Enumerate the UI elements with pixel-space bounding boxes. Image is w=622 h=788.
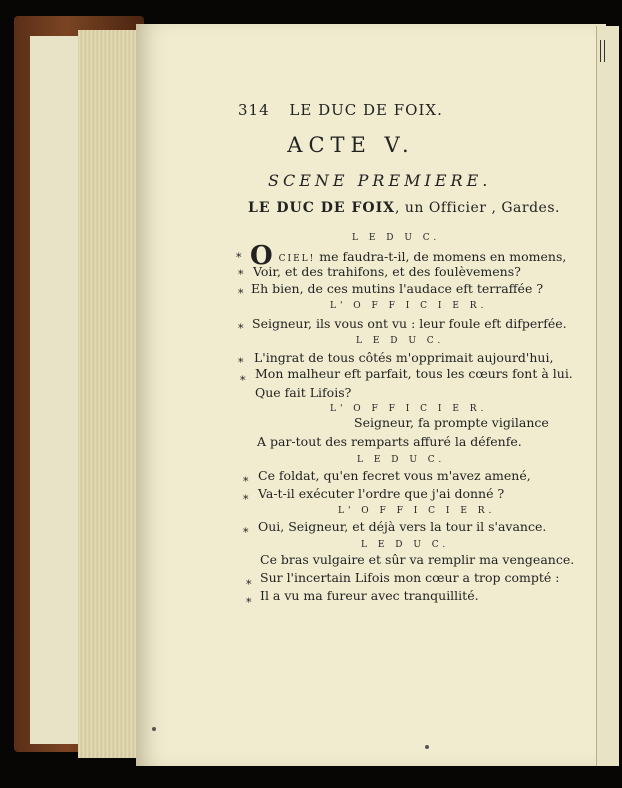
verse-line: Eh bien, de ces mutins l'audace eft terraffée ?	[251, 281, 544, 296]
speaker-label: L' O F F I C I E R.	[338, 506, 496, 516]
asterisk-marker: *	[236, 251, 242, 264]
page-number: 314	[238, 101, 270, 119]
verse-line: A par-tout des remparts affuré la défenfe.	[257, 434, 522, 449]
asterisk-marker: *	[246, 578, 252, 591]
verse-line: Sur l'incertain Lifois mon cœur a trop compté :	[260, 570, 560, 585]
running-title: LE DUC DE FOIX.	[289, 101, 443, 119]
speaker-label: L E D U C.	[352, 233, 441, 243]
verse-line: Que fait Lifois?	[255, 385, 352, 400]
verse-text: me faudra-t-il, de momens en momens,	[319, 249, 567, 264]
verse-line: Ce foldat, qu'en fecret vous m'avez amené,	[258, 468, 531, 483]
verse-line: Seigneur, ils vous ont vu : leur foule eft difperfée.	[252, 316, 567, 331]
asterisk-marker: *	[243, 526, 249, 539]
facing-page-mark	[600, 40, 605, 62]
verse-line: Oui, Seigneur, et déjà vers la tour il s'avance.	[258, 519, 547, 534]
asterisk-marker: *	[238, 268, 244, 281]
paper-speck	[425, 745, 429, 749]
running-head	[238, 101, 443, 119]
verse-line: Ce bras vulgaire et sûr va remplir ma vengeance.	[260, 552, 575, 567]
verse-line: L'ingrat de tous côtés m'opprimait aujourd'hui,	[254, 350, 554, 365]
asterisk-marker: *	[243, 475, 249, 488]
verse-smallcaps: CIEL!	[278, 254, 316, 264]
asterisk-marker: *	[243, 493, 249, 506]
asterisk-marker: *	[238, 287, 244, 300]
scene-heading: SCENE PREMIERE.	[268, 171, 492, 190]
speaker-label: L E D U C.	[361, 540, 450, 550]
verse-line: Va-t-il exécuter l'ordre que j'ai donné ?	[258, 486, 505, 501]
verse-line: Voir, et des trahifons, et des foulèvemens?	[253, 264, 521, 279]
speaker-label: L' O F F I C I E R.	[330, 404, 488, 414]
speaker-label: L E D U C.	[356, 336, 445, 346]
speaker-label: L E D U C.	[357, 455, 446, 465]
asterisk-marker: *	[240, 374, 246, 387]
cast-main-name: LE DUC DE FOIX	[248, 200, 395, 216]
cast-list	[248, 200, 560, 216]
asterisk-marker: *	[246, 596, 252, 609]
verse-line: Il a vu ma fureur avec tranquillité.	[260, 588, 479, 603]
cast-others: , un Officier , Gardes.	[395, 200, 560, 216]
speaker-label: L' O F F I C I E R.	[330, 301, 488, 311]
drop-cap: O	[250, 241, 273, 271]
asterisk-marker: *	[238, 356, 244, 369]
act-heading: ACTE V.	[287, 133, 415, 157]
verse-line: Seigneur, fa prompte vigilance	[354, 415, 549, 430]
asterisk-marker: *	[238, 322, 244, 335]
verse-line: Mon malheur eft parfait, tous les cœurs font à lui.	[255, 366, 573, 381]
paper-speck	[152, 727, 156, 731]
